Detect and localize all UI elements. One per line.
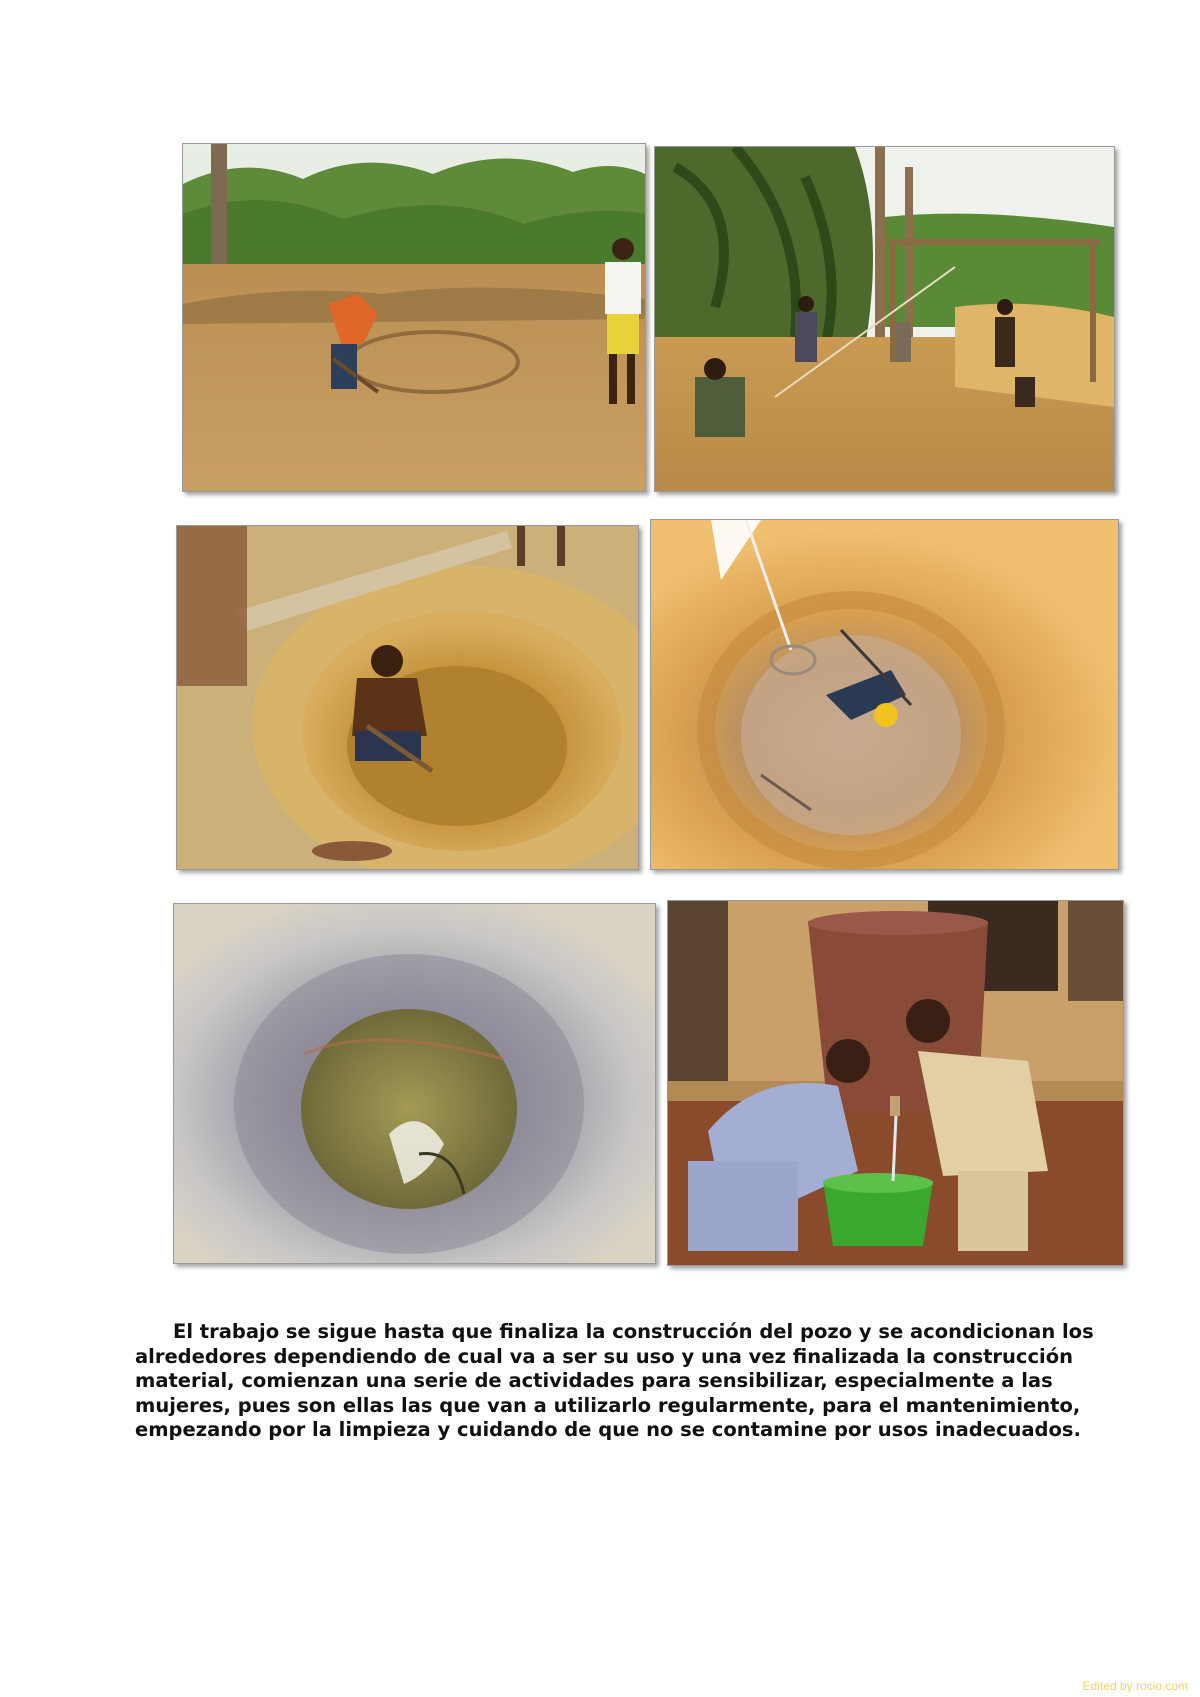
photo-marking-well-site bbox=[182, 143, 646, 492]
photo-deep-well-shaft bbox=[650, 519, 1119, 870]
photo-digger-in-pit bbox=[176, 525, 639, 870]
photo-children-water-tank bbox=[667, 900, 1124, 1266]
watermark: Edited by rocio.com bbox=[1082, 1679, 1188, 1693]
body-paragraph: El trabajo se sigue hasta que finaliza la construcción del pozo y se acondicionan los alrededores dependiendo de cual va a ser su uso y una vez finalizada la construcción material, comienzan una serie de actividades para sensibilizar, especialmente a las mujeres, pues son ellas las que van a utilizarlo regularmente, para el mantenimiento, empezando por la limpieza y cuidando de que no se contamine por usos inadecuados. bbox=[135, 1320, 1094, 1441]
photo-rope-pulley-excavation bbox=[654, 146, 1115, 492]
photo-water-in-well bbox=[173, 903, 656, 1264]
